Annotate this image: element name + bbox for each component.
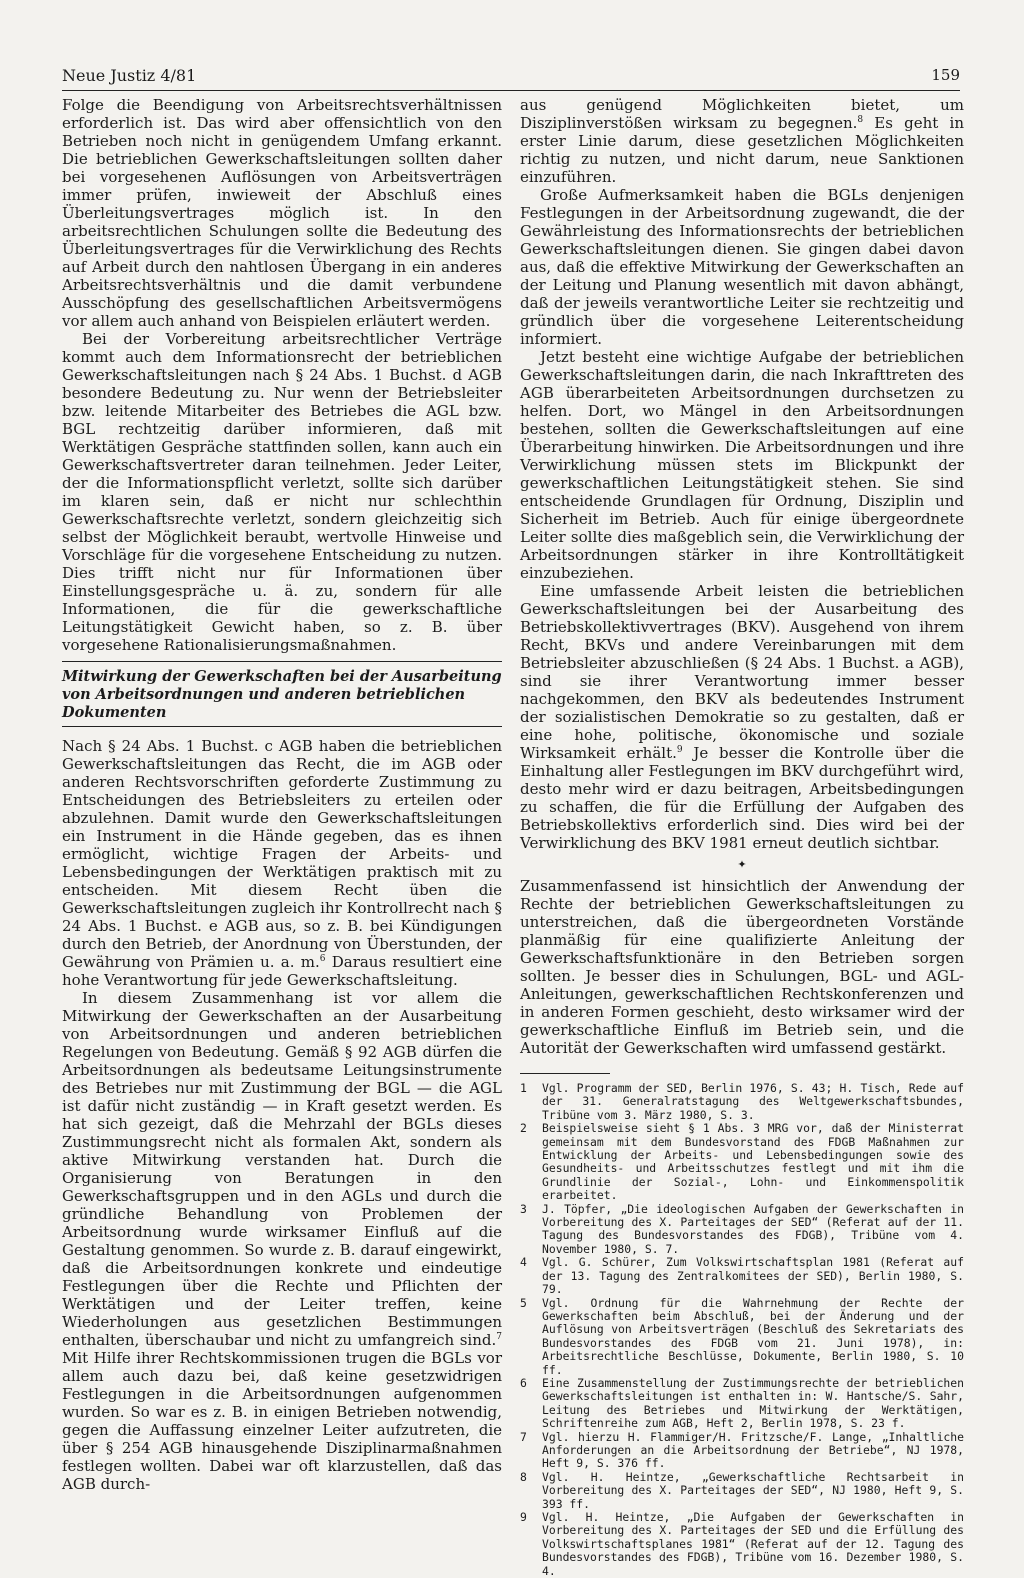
text-run: Nach § 24 Abs. 1 Buchst. c AGB haben die betrieblichen Gewerkschaftsleitungen das Recht, die im AGB oder anderen Rechtsvorschriften geforderte Zustimmung zu Entscheidungen des Betriebsleiters zu erteilen oder abzulehnen. Damit wurde den Gewerkschaftsleitungen ein Instrument in die Hände gegeben, das es ihnen ermöglicht, wichtige Fragen der Arbeits- und Lebensbedingungen der Werktätigen praktisch mit zu entscheiden. Mit diesem Recht üben die Gewerkschaftsleitungen zugleich ihr Kontrollrecht nach § 24 Abs. 1 Buchst. e AGB aus, so z. B. bei Kündigungen durch den Betrieb, der Anordnung von Überstunden, der Gewährung von Prämien u. a. m.	[62, 737, 502, 971]
footnote-ref-9[interactable]: 9	[676, 745, 683, 755]
footnote	[520, 1203, 964, 1257]
footnote-number: 1	[520, 1081, 527, 1095]
left-paragraph-2: Bei der Vorbereitung arbeitsrechtlicher Verträge kommt auch dem Informationsrecht der betrieblichen Gewerkschaftsleitungen nach § 24 Abs. 1 Buchst. d AGB besondere Bedeutung zu. Nur wenn der Betriebsleiter bzw. leitende Mitarbeiter des Betriebes die AGL bzw. BGL rechtzeitig darüber informieren, daß mit Werktätigen Gespräche stattfinden sollen, kann auch ein Gewerkschaftsvertreter daran teilnehmen. Jeder Leiter, der die Informationspflicht verletzt, sollte sich darüber im klaren sein, daß er nicht nur schlechthin Gewerkschaftsrechte verletzt, sondern gleichzeitig sich selbst der Möglichkeit beraubt, wertvolle Hinweise und Vorschläge für die vorgesehene Entscheidung zu nutzen. Dies trifft nicht nur für Informationen über Einstellungsgespräche u. ä. zu, sondern für alle Informationen, die für die gewerkschaftliche Leitungstätigkeit Gewicht haben, so z. B. über vorgesehene Rationalisierungsmaßnahmen.	[62, 330, 502, 654]
footnote	[520, 1511, 964, 1578]
footnote	[520, 1431, 964, 1471]
footnote-number: 6	[520, 1375, 527, 1390]
footnote-number: 9	[520, 1510, 527, 1524]
footnote-text: Vgl. Programm der SED, Berlin 1976, S. 43; H. Tisch, Rede auf der 31. Generalratstagung des Weltgewerkschaftsbundes, Tribüne vom 3. März 1980, S. 3.	[542, 1081, 964, 1122]
right-paragraph-4	[520, 582, 964, 852]
left-paragraph-4	[62, 989, 502, 1493]
text-run: aus genügend Möglichkeiten bietet, um Disziplinverstößen wirksam zu begegnen.	[520, 96, 964, 132]
footnote-text: Vgl. H. Heintze, „Gewerkschaftliche Rechtsarbeit in Vorbereitung des X. Parteitages der SED“, NJ 1980, Heft 9, S. 393 ff.	[542, 1469, 964, 1511]
right-paragraph-3: Jetzt besteht eine wichtige Aufgabe der betrieblichen Gewerkschaftsleitungen darin, die nach Inkrafttreten des AGB überarbeiteten Arbeitsordnungen durchsetzen zu helfen. Dort, wo Mängel in den Arbeitsordnungen bestehen, sollten die Gewerkschaftsleitungen auf eine Überarbeitung hinwirken. Die Arbeitsordnungen und ihre Verwirklichung müssen stets im Blickpunkt der gewerkschaftlichen Leitungstätigkeit stehen. Sie sind entscheidende Grundlagen für Ordnung, Disziplin und Sicherheit im Betrieb. Auch für einige übergeordnete Leiter sollte dies maßgeblich sein, die Verwirklichung der Arbeitsordnungen stärker in ihre Kontrolltätigkeit einzubeziehen.	[520, 348, 964, 582]
footnote-text: Vgl. H. Heintze, „Die Aufgaben der Gewerkschaften in Vorbereitung des X. Parteitages der SED und die Erfüllung des Volkswirtschaftsplanes 1981“ (Referat auf der 12. Tagung des Bundesvorstandes des FDGB), Tribüne vom 16. Dezember 1980, S. 4.	[542, 1510, 964, 1578]
footnote-number: 8	[520, 1469, 527, 1484]
text-run: Daraus resultiert eine hohe Verantwortung für jede Gewerkschaftsleitung.	[62, 953, 502, 989]
footnote-divider	[520, 1073, 610, 1074]
footnote-text: J. Töpfer, „Die ideologischen Aufgaben der Gewerkschaften in Vorbereitung des X. Parteitages der SED“ (Referat auf der 11. Tagung des Bundesvorstandes des FDGB), Tribüne vom 4. November 1980, S. 7.	[542, 1201, 964, 1256]
text-run: In diesem Zusammenhang ist vor allem die Mitwirkung der Gewerkschaften an der Ausarbeitung von Arbeitsordnungen und anderen betrieblichen Regelungen von Bedeutung. Gemäß § 92 AGB dürfen die Arbeitsordnungen als bedeutsame Leitungsinstrumente des Betriebes nur mit Zustimmung der BGL — die AGL ist dafür nicht zuständig — in Kraft gesetzt werden. Es hat sich gezeigt, daß die Mehrzahl der BGLs dieses Zustimmungsrecht nicht als formalen Akt, sondern als aktive Mitwirkung verstanden hat. Durch die Organisierung von Beratungen in den Gewerkschaftsgruppen und in den AGLs und durch die gründliche Behandlung von Problemen der Arbeitsordnung wurde wirksamer Einfluß auf die Gestaltung genommen. So wurde z. B. darauf eingewirkt, daß die Arbeitsordnungen konkrete und eindeutige Festlegungen über die Rechte und Pflichten der Werktätigen und der Leiter treffen, keine Wiederholungen aus gesetzlichen Bestimmungen enthalten, überschaubar und nicht zu umfangreich sind.	[62, 989, 502, 1349]
footnote-number: 7	[520, 1429, 527, 1444]
left-paragraph-1: Folge die Beendigung von Arbeitsrechtsverhältnissen erforderlich ist. Das wird aber offensichtlich von den Betrieben noch nicht in genügendem Umfang erkannt. Die betrieblichen Gewerkschaftsleitungen sollten daher bei vorgesehenen Auflösungen von Arbeitsverträgen immer prüfen, inwieweit der Abschluß eines Überleitungsvertrages möglich ist. In den arbeitsrechtlichen Schulungen sollte die Bedeutung des Überleitungsvertrages für die Verwirklichung des Rechts auf Arbeit durch den nahtlosen Übergang in ein anderes Arbeitsrechtsverhältnis und die damit verbundene Ausschöpfung des gesellschaftlichen Arbeitsvermögens vor allem auch anhand von Beispielen erläutert werden.	[62, 96, 502, 330]
right-paragraph-5: Zusammenfassend ist hinsichtlich der Anwendung der Rechte der betrieblichen Gewerkschaftsleitungen zu unterstreichen, daß die übergeordneten Vorstände planmäßig für eine qualifizierte Anleitung der Gewerkschaftsfunktionäre in den Betrieben sorgen sollten. Je besser dies in Schulungen, BGL- und AGL-Anleitungen, gewerkschaftlichen Rechtskonferenzen und in anderen Formen geschieht, desto wirksamer wird der gewerkschaftliche Einfluß im Betrieb sein, und die Autorität der Gewerkschaften wird umfassend gestärkt.	[520, 877, 964, 1057]
footnote	[520, 1297, 964, 1377]
footnote-number: 4	[520, 1255, 527, 1270]
footnote	[520, 1122, 964, 1202]
text-run: Mit Hilfe ihrer Rechtskommissionen trugen die BGLs vor allem auch dazu bei, daß keine gesetzwidrigen Festlegungen in die Arbeitsordnungen aufgenommen wurden. So war es z. B. in einigen Betrieben notwendig, gegen die Auffassung einzelner Leiter aufzutreten, die über § 254 AGB hinausgehende Disziplinarmaßnahmen festlegen wollten. Dabei war oft klarzustellen, daß das AGB durch-	[62, 1349, 502, 1493]
running-header	[62, 66, 960, 91]
text-run: Es geht in erster Linie darum, diese gesetzlichen Möglichkeiten richtig zu nutzen, und nicht darum, neue Sanktionen einzuführen.	[520, 114, 964, 186]
footnote-number: 2	[520, 1121, 527, 1136]
section-separator-icon: ✦	[737, 858, 747, 871]
footnote-ref-7[interactable]: 7	[496, 1332, 502, 1342]
left-paragraph-3	[62, 737, 502, 989]
footnote-text: Vgl. G. Schürer, Zum Volkswirtschaftsplan 1981 (Referat auf der 13. Tagung des Zentralkomitees der SED), Berlin 1980, S. 79.	[542, 1255, 964, 1297]
left-column	[62, 96, 502, 1493]
footnote	[520, 1082, 964, 1122]
footnote-ref-6[interactable]: 6	[319, 954, 326, 964]
footnote	[520, 1256, 964, 1296]
footnote-list	[520, 1082, 964, 1578]
footnote-number: 5	[520, 1295, 527, 1310]
footnote-number: 3	[520, 1201, 527, 1216]
footnote-text: Vgl. Ordnung für die Wahrnehmung der Rechte der Gewerkschaften beim Abschluß, bei der Änderung und der Auflösung von Arbeitsverträgen (Beschluß des Sekretariats des Bundesvorstandes des FDGB vom 21. Juni 1978), in: Arbeitsrechtliche Beschlüsse, Dokumente, Berlin 1980, S. 10 ff.	[542, 1295, 964, 1377]
section-subheading: Mitwirkung der Gewerkschaften bei der Ausarbeitung von Arbeitsordnungen und anderen betrieblichen Dokumenten	[62, 661, 502, 727]
footnote-text: Vgl. hierzu H. Flammiger/H. Fritzsche/F. Lange, „Inhaltliche Anforderungen an die Arbeitsordnung der Betriebe“, NJ 1978, Heft 9, S. 376 ff.	[542, 1429, 964, 1471]
page-number: 159	[931, 66, 960, 84]
journal-title: Neue Justiz 4/81	[62, 66, 197, 85]
right-paragraph-1	[520, 96, 964, 186]
footnote-text: Beispielsweise sieht § 1 Abs. 3 MRG vor, daß der Ministerrat gemeinsam mit dem Bundesvorstand des FDGB Maßnahmen zur Entwicklung der Arbeits- und Lebensbedingungen sowie des Gesundheits- und Arbeitsschutzes festlegt und mit ihm die Grundlinie der Sozial-, Lohn- und Einkommenspolitik erarbeitet.	[542, 1121, 964, 1203]
footnote-ref-8[interactable]: 8	[857, 115, 864, 125]
text-run: Je besser die Kontrolle über die Einhaltung aller Festlegungen im BKV durchgeführt wird, desto mehr wird er dazu beitragen, Arbeitsbedingungen zu schaffen, die für die Erfüllung der Aufgaben des Betriebskollektivs erforderlich sind. Dies wird bei der Verwirklichung des BKV 1981 erneut deutlich sichtbar.	[520, 744, 964, 852]
right-paragraph-2: Große Aufmerksamkeit haben die BGLs denjenigen Festlegungen in der Arbeitsordnung zugewandt, die der Gewährleistung des Informationsrechts der betrieblichen Gewerkschaftsleitungen dienen. Sie gingen dabei davon aus, daß die effektive Mitwirkung der Gewerkschaften an der Leitung und Planung wesentlich mit davon abhängt, daß der jeweils verantwortliche Leiter sie rechtzeitig und gründlich über die vorgesehene Leiterentscheidung informiert.	[520, 186, 964, 348]
right-column	[520, 96, 964, 1578]
footnote-text: Eine Zusammenstellung der Zustimmungsrechte der betrieblichen Gewerkschaftsleitungen ist enthalten in: W. Hantsche/S. Sahr, Leitung des Betriebes und Mitwirkung der Werktätigen, Schriftenreihe zum AGB, Heft 2, Berlin 1978, S. 23 f.	[542, 1375, 964, 1431]
text-run: Eine umfassende Arbeit leisten die betrieblichen Gewerkschaftsleitungen bei der Ausarbeitung des Betriebskollektivvertrages (BKV). Ausgehend von ihrem Recht, BKVs und andere Vereinbarungen mit dem Betriebsleiter abzuschließen (§ 24 Abs. 1 Buchst. a AGB), sind sie ihrer Verantwortung immer besser nachgekommen, den BKV als bedeutendes Instrument der sozialistischen Demokratie so zu gestalten, daß er eine hohe, politische, ökonomische und soziale Wirksamkeit erhält.	[520, 582, 964, 762]
footnote	[520, 1471, 964, 1511]
footnote	[520, 1377, 964, 1431]
